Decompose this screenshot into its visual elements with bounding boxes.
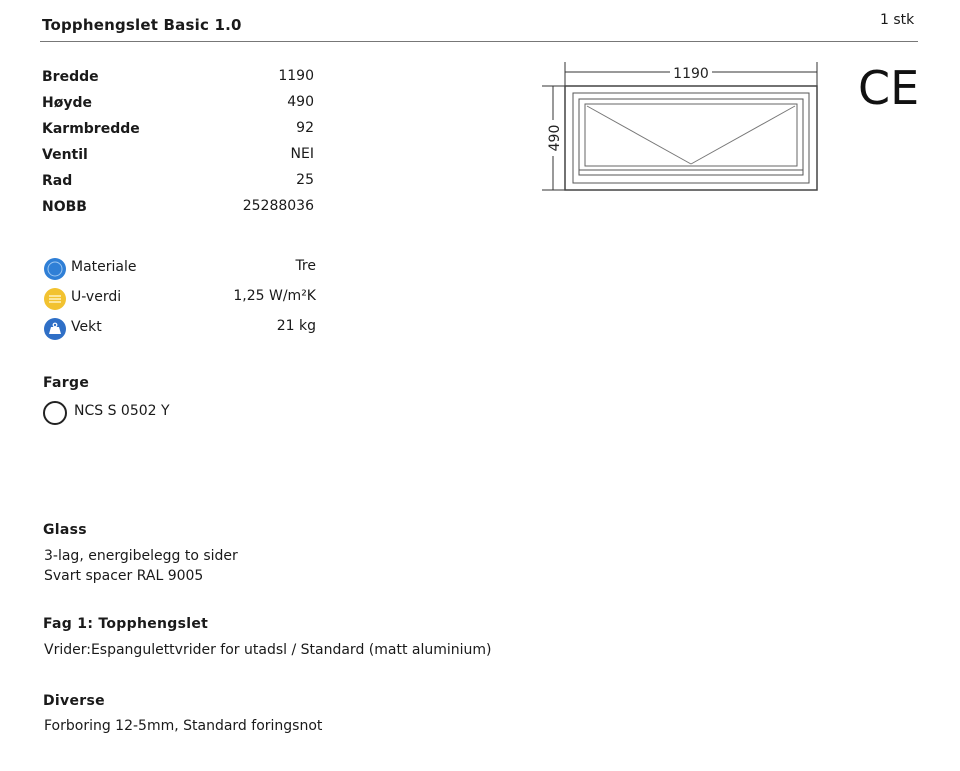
material-icon <box>44 258 66 280</box>
property-value-vekt: 21 kg <box>276 318 316 334</box>
color-section-title: Farge <box>43 375 90 391</box>
glass-line-2: Svart spacer RAL 9005 <box>44 568 204 584</box>
property-label-u-verdi: U-verdi <box>71 289 122 305</box>
height-dimension-label: 490 <box>547 124 563 152</box>
svg-text:CE: CE <box>858 61 918 112</box>
spec-label-bredde: Bredde <box>42 69 99 85</box>
property-label-materiale: Materiale <box>71 259 137 275</box>
header-divider <box>40 41 918 42</box>
spec-label-rad: Rad <box>42 173 73 189</box>
u-value-icon <box>44 288 66 310</box>
fag-line <box>44 642 492 658</box>
spec-label-hoyde: Høyde <box>42 95 92 111</box>
glass-section-title: Glass <box>43 522 87 538</box>
spec-label-nobb: NOBB <box>42 199 87 215</box>
spec-label-ventil: Ventil <box>42 147 88 163</box>
width-dimension-label: 1190 <box>673 66 709 82</box>
document-title: Topphengslet Basic 1.0 <box>42 16 242 34</box>
spec-value-rad: 25 <box>296 172 314 188</box>
spec-value-karmbredde: 92 <box>296 120 314 136</box>
window-drawing <box>538 58 828 198</box>
fag-text: Espangulettvrider for utadsl / Standard (matt aluminium) <box>90 642 492 658</box>
ce-mark-icon <box>858 60 918 116</box>
spec-value-nobb: 25288036 <box>242 198 314 214</box>
fag-section-title: Fag 1: Topphengslet <box>43 616 209 632</box>
fag-prefix: Vrider: <box>44 642 91 658</box>
spec-value-ventil: NEI <box>290 146 314 162</box>
diverse-text: Forboring 12-5mm, Standard foringsnot <box>44 718 323 734</box>
diverse-section-title: Diverse <box>43 693 105 709</box>
property-label-vekt: Vekt <box>71 319 102 335</box>
color-value: NCS S 0502 Y <box>74 403 170 419</box>
glass-line-1: 3-lag, energibelegg to sider <box>44 548 238 564</box>
weight-icon <box>44 318 66 340</box>
property-value-materiale: Tre <box>295 258 316 274</box>
property-value-u-verdi: 1,25 W/m²K <box>233 288 316 304</box>
spec-value-hoyde: 490 <box>287 94 314 110</box>
color-swatch-icon <box>43 401 67 425</box>
spec-label-karmbredde: Karmbredde <box>42 121 140 137</box>
spec-value-bredde: 1190 <box>278 68 314 84</box>
quantity-label: 1 stk <box>880 12 915 28</box>
